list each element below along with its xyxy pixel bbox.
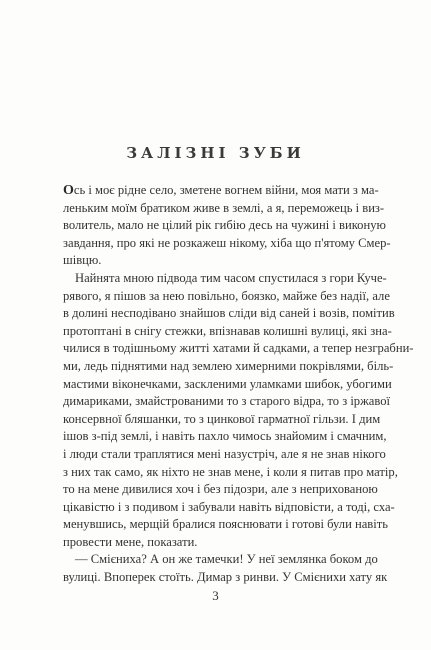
text-line: Найнята мною підвода тим часом спустилася з гори Куче- — [75, 270, 387, 285]
text-line: протоптані в снігу стежки, впізнавав колишні вулиці, які зна- — [63, 323, 392, 338]
text-line: леньким моїм братиком живе в землі, а я, переможець і виз- — [63, 200, 385, 215]
text-line: і люди стали траплятися мені назустріч, але я не знав нікого — [63, 446, 386, 461]
text-line: то на мене дивилися хоч і без підозри, але з неприхованою — [63, 482, 378, 497]
text-line: чилися в тодішньому житті хатами й садками, а тепер незграбни- — [63, 341, 414, 356]
text-line: завдання, про які не розкажеш нікому, хіба що п'ятому Смер- — [63, 235, 391, 250]
text-line: мастими віконечками, засклeними уламками шибок, убогими — [63, 376, 392, 391]
text-line: рявого, я пішов за нею повільно, боязко, майже без надії, але — [63, 288, 390, 303]
chapter-text — [63, 182, 414, 587]
text-line: цікавістю і з подивом і забували навіть відповісти, а тоді, сха- — [63, 499, 395, 514]
text-line: шівцю. — [63, 253, 102, 268]
text-line: димариками, змайстрованими то з старого відра, то з іржавої — [63, 394, 391, 409]
text-line: в долині несподівано знайшов сліди від саней і возів, помітив — [63, 306, 395, 321]
text-line: вулиці. Впоперек стоїть. Димар з ринви. У Смієнихи хату як — [63, 570, 388, 585]
text-line: менувшись, мерщій бралися пояснювати і готові були навіть — [63, 517, 388, 532]
text-line: — Смієниха? А он же тамечки! У неї землянка боком до — [75, 552, 378, 567]
text-line: Ось і моє рідне село, зметене вогнем війни, моя мати з ма- — [63, 183, 379, 198]
text-line: ми, ледь піднятими над землею химерними покрівлями, біль- — [63, 358, 394, 373]
page-number: 3 — [212, 588, 219, 603]
text-line: ішов з-під землі, і навіть пахло чимось знайомим і смачним, — [63, 429, 387, 444]
text-line: з них так само, як ніхто не знав мене, і коли я питав про матір, — [63, 464, 398, 479]
text-line: волитель, мало не цілий рік гибію десь на чужині і виконую — [63, 218, 386, 233]
text-line: консервної бляшанки, то з цинкової гарматної гільзи. І дим — [63, 411, 381, 426]
drop-cap: О — [63, 183, 74, 198]
chapter-title: ЗАЛІЗНІ ЗУБИ — [126, 144, 305, 162]
text-line: провести мене, показати. — [63, 534, 198, 549]
